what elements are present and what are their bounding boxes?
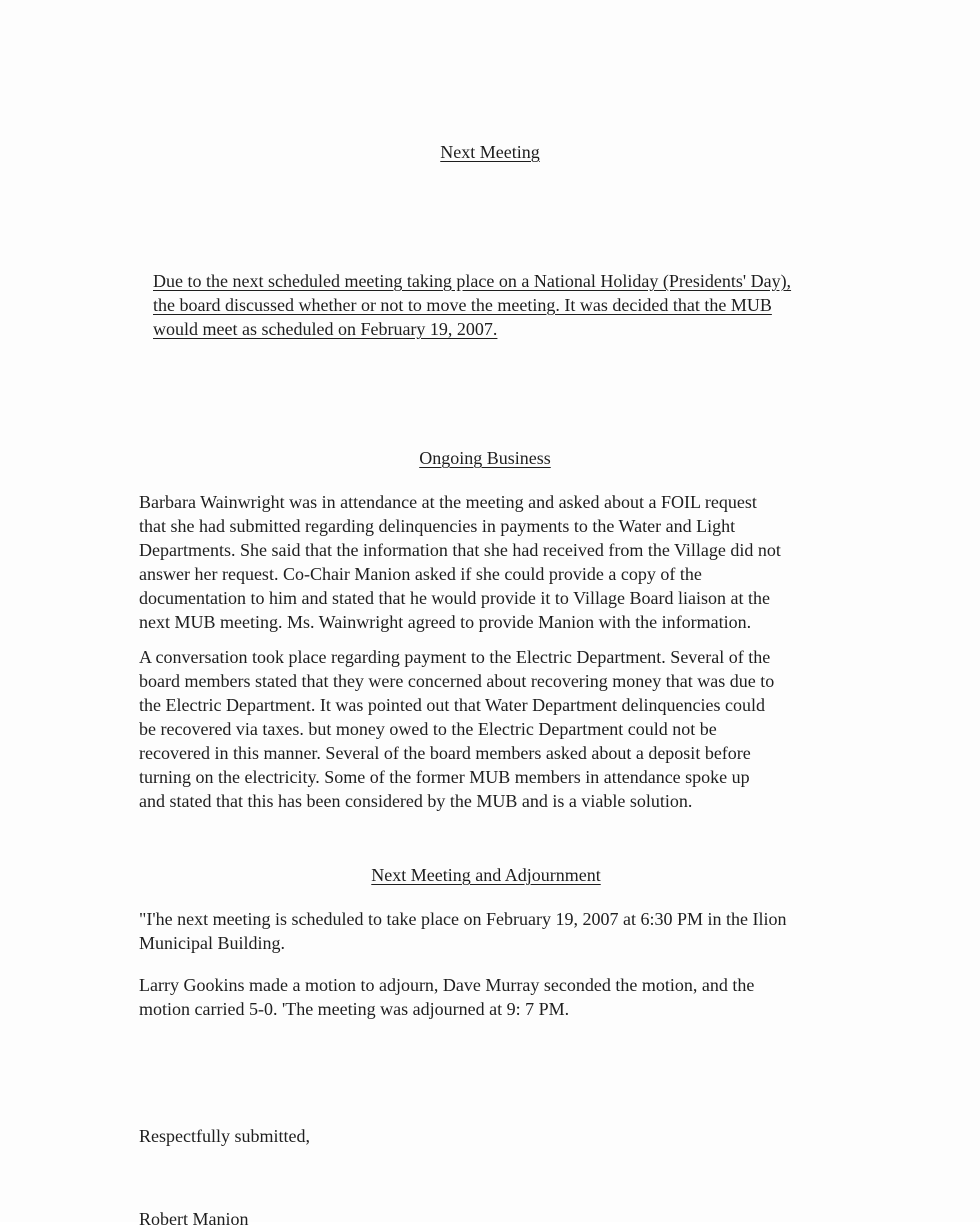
heading-next-meeting: Next Meeting — [440, 142, 540, 162]
text-line: recovered in this manner. Several of the board members asked about a deposit before — [139, 743, 751, 763]
text-line: Municipal Building. — [139, 933, 285, 953]
text-line: and stated that this has been considered by the MUB and is a viable solution. — [139, 791, 693, 811]
closing-salutation: Respectfully submitted, — [139, 1126, 310, 1146]
text-line: Departments. She said that the information that she had received from the Village did not — [139, 540, 781, 560]
adjournment-paragraph-2 — [139, 973, 754, 1021]
text-line: would meet as scheduled on February 19, 2007. — [153, 319, 498, 339]
text-line: the board discussed whether or not to move the meeting. It was decided that the MUB — [153, 295, 772, 315]
text-line: Larry Gookins made a motion to adjourn, Dave Murray seconded the motion, and the — [139, 975, 755, 995]
text-line: "I'he next meeting is scheduled to take place on February 19, 2007 at 6:30 PM in the Ilion — [139, 909, 787, 929]
text-line: next MUB meeting. Ms. Wainwright agreed to provide Manion with the information. — [139, 612, 752, 632]
text-line: that she had submitted regarding delinquencies in payments to the Water and Light — [139, 516, 736, 536]
text-line: board members stated that they were concerned about recovering money that was due to — [139, 671, 775, 691]
text-line: the Electric Department. It was pointed out that Water Department delinquencies could — [139, 695, 766, 715]
heading-ongoing-business: Ongoing Business — [419, 448, 551, 468]
text-line: documentation to him and stated that he would provide it to Village Board liaison at the — [139, 588, 770, 608]
heading-next-meeting-and-adjournment: Next Meeting and Adjournment — [371, 865, 601, 885]
signature-name: Robert Manion — [139, 1209, 249, 1229]
adjournment-paragraph-1 — [139, 907, 786, 955]
text-line: A conversation took place regarding payment to the Electric Department. Several of the — [139, 647, 771, 667]
text-line: be recovered via taxes. but money owed to the Electric Department could not be — [139, 719, 717, 739]
text-line: turning on the electricity. Some of the former MUB members in attendance spoke up — [139, 767, 750, 787]
ongoing-business-paragraph-2 — [139, 645, 774, 813]
text-line: Barbara Wainwright was in attendance at the meeting and asked about a FOIL request — [139, 492, 757, 512]
ongoing-business-paragraph-1 — [139, 490, 781, 634]
text-line: motion carried 5-0. 'The meeting was adjourned at 9: 7 PM. — [139, 999, 570, 1019]
text-line: answer her request. Co-Chair Manion asked if she could provide a copy of the — [139, 564, 702, 584]
next-meeting-paragraph — [153, 269, 791, 341]
text-line: Due to the next scheduled meeting taking place on a National Holiday (Presidents' Day), — [153, 271, 792, 291]
